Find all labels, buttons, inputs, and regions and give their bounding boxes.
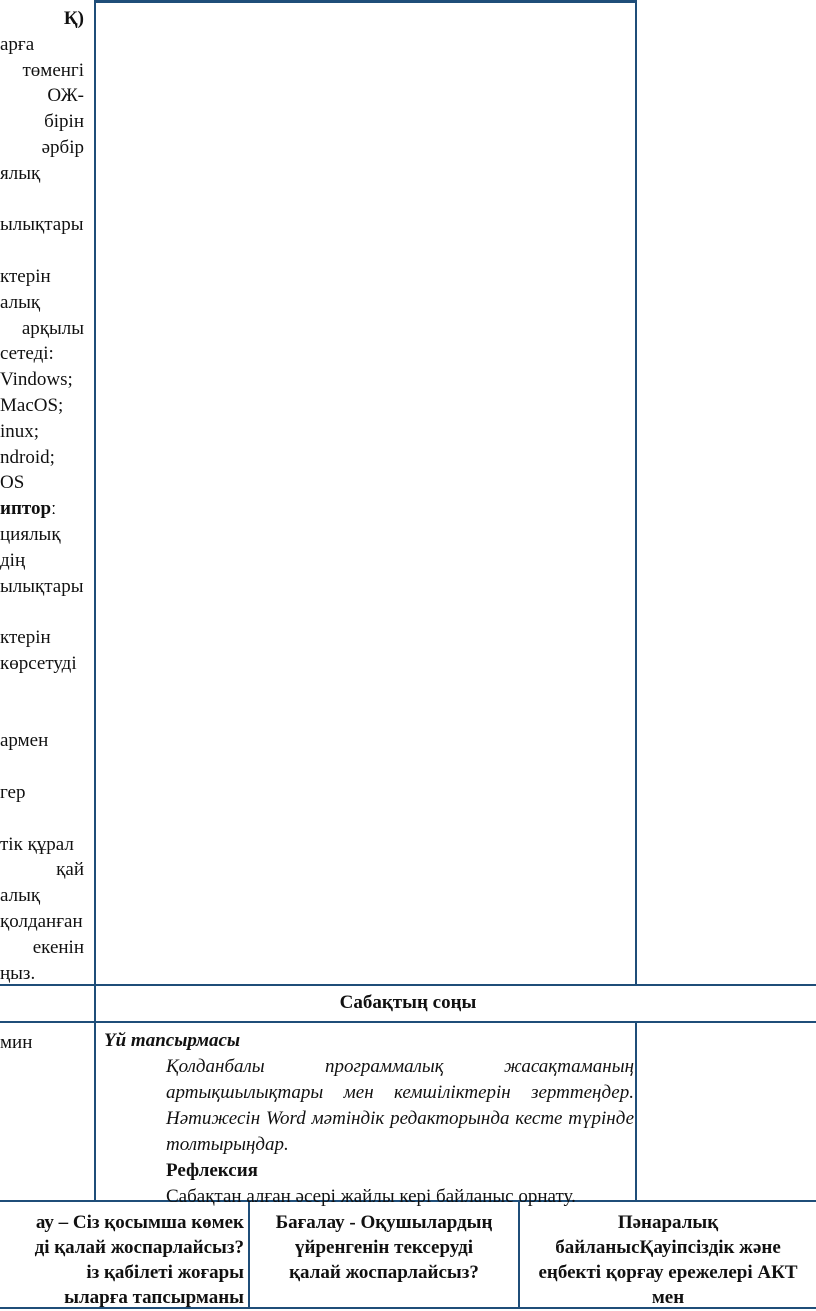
left-column-line: ялық [0, 162, 41, 184]
left-column-line: MacOS; [0, 395, 64, 416]
left-column-line: ңыз. [0, 962, 36, 984]
homework-block [104, 1028, 634, 1210]
left-column-line: арға [0, 33, 35, 55]
left-column-line: циялық [0, 524, 61, 545]
left-column-line: inux; [0, 420, 40, 442]
left-column-line: арқылы [21, 317, 84, 339]
left-column-line: көрсетуді [0, 653, 77, 674]
left-column-line: алық [0, 291, 41, 313]
left-column-line: армен [0, 730, 49, 752]
left-column-line: гер [0, 782, 26, 803]
end-left-label: мин [0, 1032, 33, 1053]
left-column-line: алық [0, 885, 41, 907]
left-column-line: бірін [44, 111, 84, 133]
reflection-text: Сабақтан алған әсері жайлы кері байланыс орнату. [166, 1186, 576, 1207]
left-column-line: ОЖ- [47, 85, 84, 107]
table-row-divider [0, 984, 816, 986]
table-top-border [96, 0, 636, 3]
left-column-line: екенін [32, 936, 84, 958]
left-column-line: тік құрал [0, 833, 74, 855]
left-column-text [0, 0, 92, 985]
left-column-line: төменгі [22, 59, 84, 81]
left-column-line: сетеді: [0, 343, 54, 365]
left-column-line: ипторː [0, 498, 57, 520]
left-column-line: қай [56, 859, 84, 881]
left-column-line: Vindows; [0, 369, 73, 391]
left-column-line: ктерін [0, 627, 51, 649]
reflection-title: Рефлексия [166, 1160, 258, 1181]
left-column-line: ылықтары [0, 575, 84, 597]
bottom-header-cross-curricular: Пәнаралық байланысҚауіпсіздік және еңбекті қорғау ережелері АКТ мен [538, 1212, 798, 1308]
table-row-divider [0, 1021, 816, 1023]
left-column-line: ктерін [0, 266, 51, 287]
left-column-line: дің [0, 549, 26, 571]
left-column-line: ndroid; [0, 446, 55, 468]
section-title: Сабақтың соңы [339, 992, 477, 1013]
left-column-line: қолданған [0, 911, 83, 932]
bottom-header-differentiation: ау – Сіз қосымша көмек ді қалай жоспарлайсыз? із қабілеті жоғары ыларға тапсырманы [34, 1212, 244, 1308]
table-divider [635, 0, 637, 985]
table-divider [635, 1022, 637, 1202]
left-column-line: әрбір [41, 137, 84, 158]
left-column-line: ылықтары [0, 214, 84, 236]
homework-task: Қолданбалы программалық жасақтаманың артықшылықтары мен кемшіліктерін зерттеңдер. Нәтижесін Word мәтіндік редакторында кесте түрінде толтырыңдар. [166, 1056, 634, 1155]
bottom-header-assessment: Бағалау - Оқушылардың үйренгенін тексеруді қалай жоспарлайсыз? [275, 1212, 493, 1283]
left-column-line: Қ) [63, 8, 84, 29]
left-column-line: OS [0, 472, 25, 494]
homework-title: Үй тапсырмасы [104, 1030, 241, 1051]
